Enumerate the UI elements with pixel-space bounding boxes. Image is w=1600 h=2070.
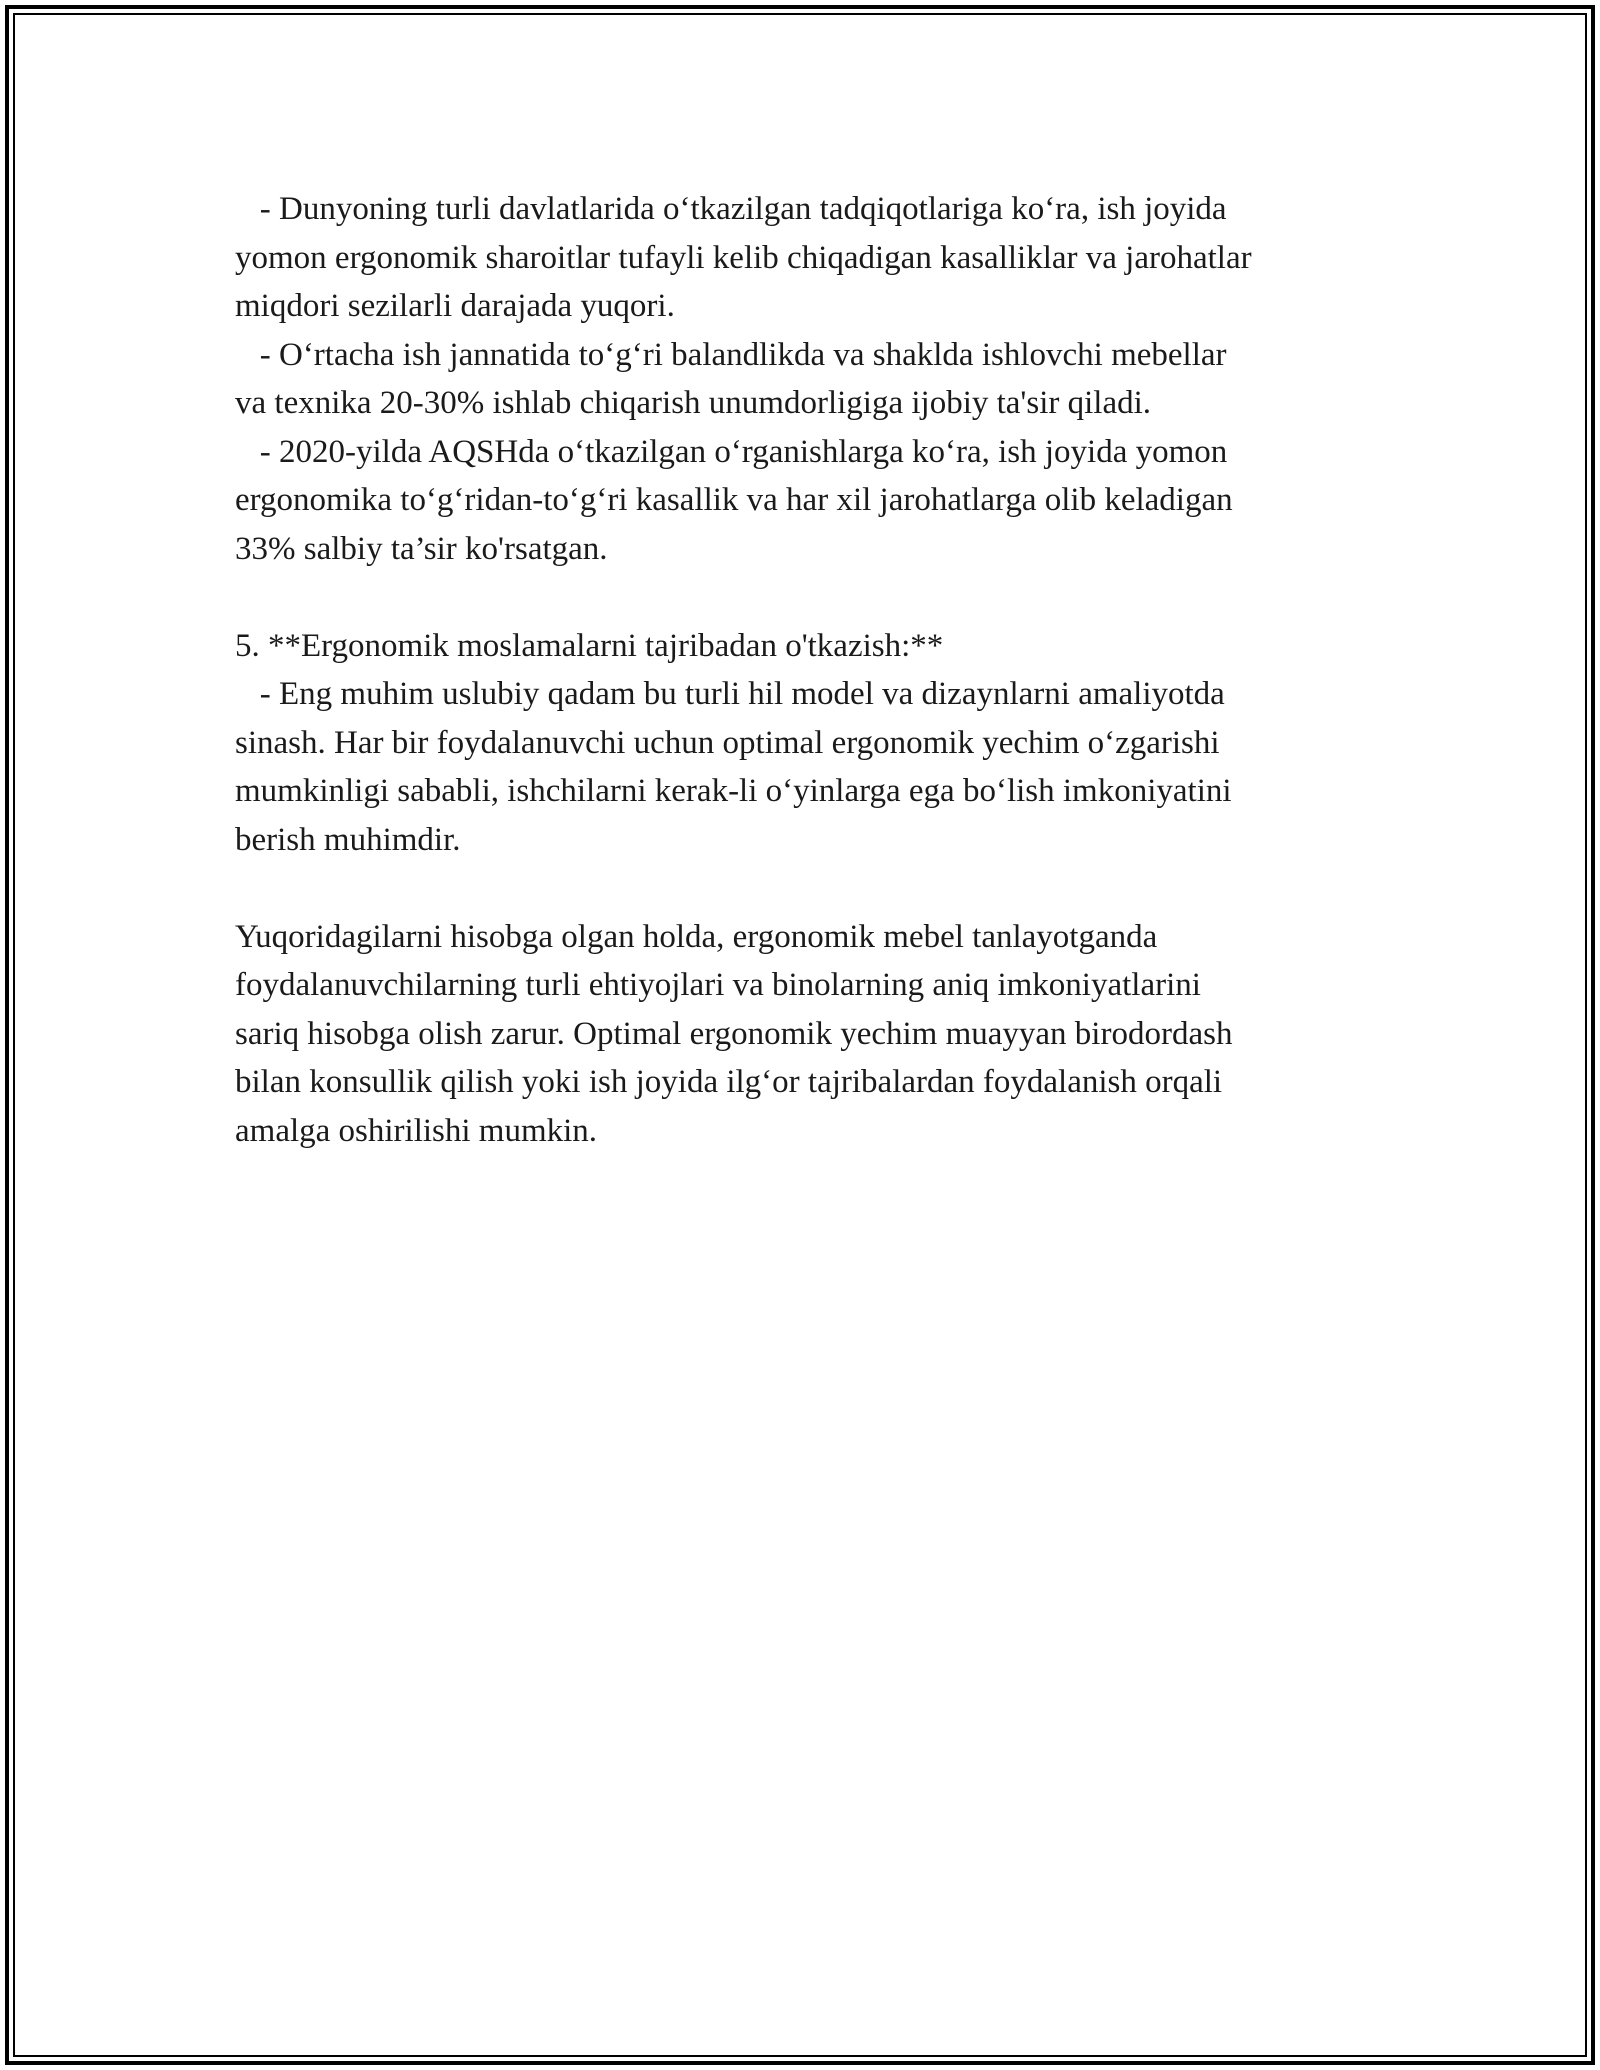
text-line: ergonomika to‘g‘ridan-to‘g‘ri kasallik va har xil jarohatlarga olib keladigan [235,482,1233,518]
text-line: foydalanuvchilarning turli ehtiyojlari va binolarning aniq imkoniyatlarini [235,967,1201,1003]
bullet-item [235,428,1385,574]
bullet-item [235,331,1385,428]
paragraph-spacer [235,573,1385,622]
text-line: - Eng muhim uslubiy qadam bu turli hil model va dizaynlarni amaliyotda [235,676,1225,712]
text-line: amalga oshirilishi mumkin. [235,1112,598,1149]
text-line: sinash. Har bir foydalanuvchi uchun optimal ergonomik yechim o‘zgarishi [235,724,1220,761]
document-body [235,185,1385,1155]
text-line: yomon ergonomik sharoitlar tufayli kelib chiqadigan kasalliklar va jarohatlar [235,239,1252,276]
text-line: va texnika 20-30% ishlab chiqarish unumdorligiga ijobiy ta'sir qiladi. [235,385,1152,421]
bullet-item [235,670,1385,864]
text-line: Yuqoridagilarni hisobga olgan holda, ergonomik mebel tanlayotganda [235,918,1158,955]
bullet-item [235,185,1385,331]
text-line: bilan konsullik qilish yoki ish joyida ilg‘or tajribalardan foydalanish orqali [235,1064,1223,1100]
text-line: berish muhimdir. [235,821,461,858]
section-heading: 5. **Ergonomik moslamalarni tajribadan o'tkazish:** [235,627,944,664]
text-line: mumkinligi sababli, ishchilarni kerak-li o‘yinlarga ega bo‘lish imkoniyatini [235,773,1232,809]
paragraph-spacer [235,864,1385,913]
conclusion-paragraph [235,913,1385,1156]
text-line: - O‘rtacha ish jannatida to‘g‘ri balandlikda va shaklda ishlovchi mebellar [235,336,1227,373]
text-line: 33% salbiy ta’sir ko'rsatgan. [235,530,608,567]
text-line: - Dunyoning turli davlatlarida o‘tkazilgan tadqiqotlariga ko‘ra, ish joyida [235,191,1227,227]
text-line: sariq hisobga olish zarur. Optimal ergonomik yechim muayyan birodordash [235,1015,1233,1052]
text-line: miqdori sezilarli darajada yuqori. [235,288,675,324]
text-line: - 2020-yilda AQSHda o‘tkazilgan o‘rganishlarga ko‘ra, ish joyida yomon [235,433,1228,470]
